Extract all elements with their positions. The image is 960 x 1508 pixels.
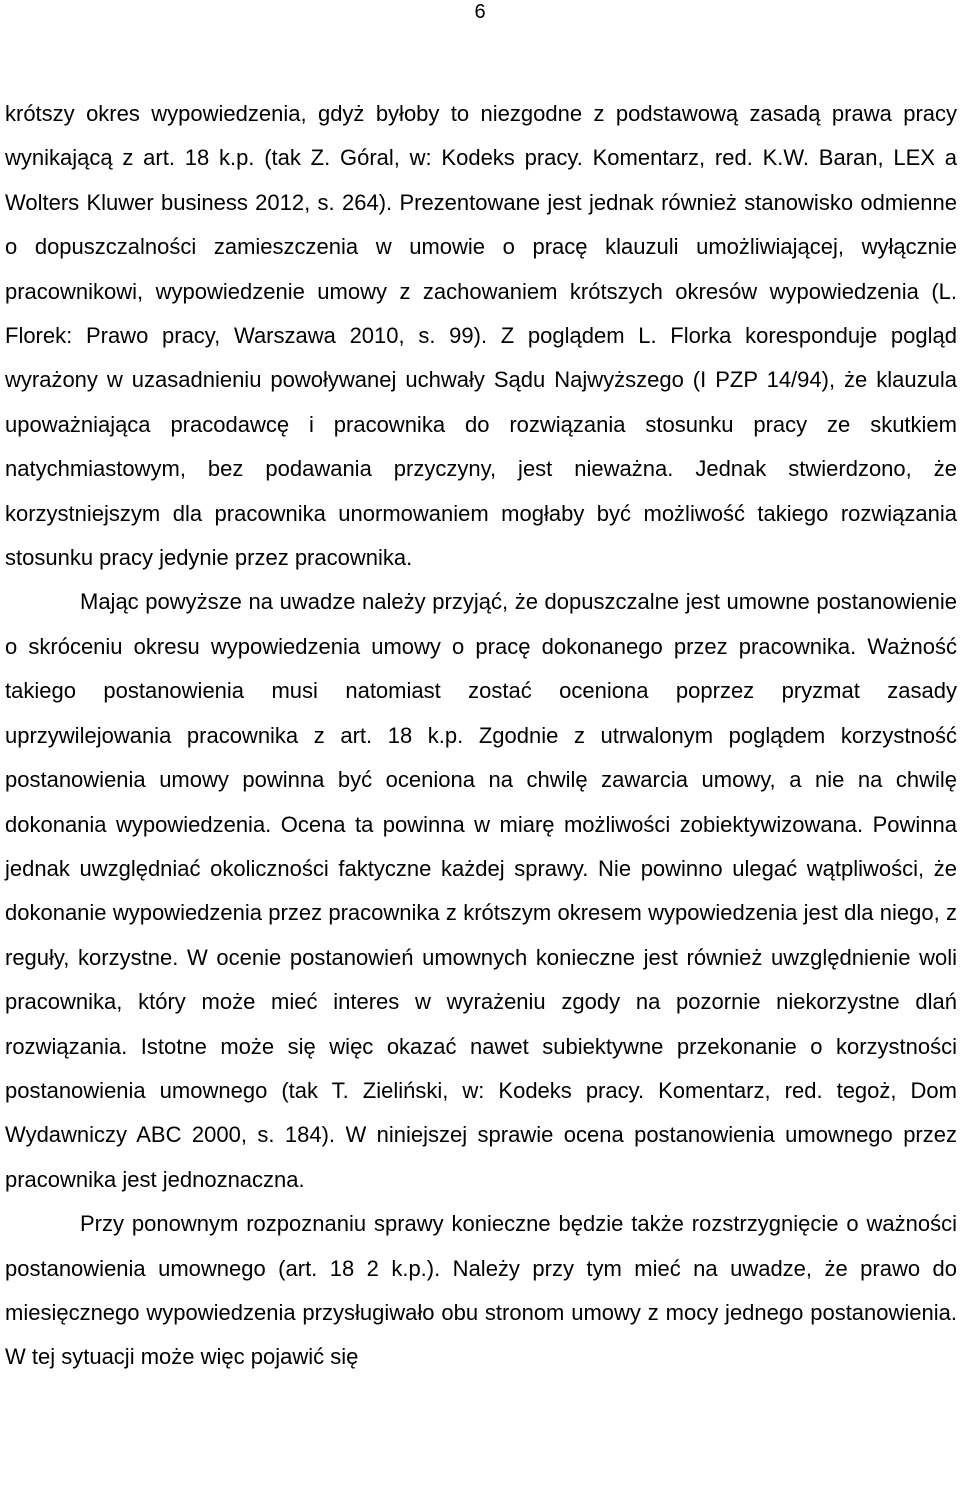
paragraph-reconsideration: Przy ponownym rozpoznaniu sprawy konieczne będzie także rozstrzygnięcie o ważności postanowienia umownego (art. 18 2 k.p.). Należy przy tym mieć na uwadze, że prawo do miesięcznego wypowiedzenia przysługiwało obu stronom umowy z mocy jednego postanowienia. W tej sytuacji może więc pojawić się xyxy=(5,1211,957,1370)
paragraph-assessment: Mając powyższe na uwadze należy przyjąć, że dopuszczalne jest umowne postanowienie o skróceniu okresu wypowiedzenia umowy o pracę dokonanego przez pracownika. Ważność takiego postanowienia musi natomiast zostać oceniona poprzez pryzmat zasady uprzywilejowania pracownika z art. 18 k.p. Zgodnie z utrwalonym poglądem korzystność postanowienia umowy powinna być oceniona na chwilę zawarcia umowy, a nie na chwilę dokonania wypowiedzenia. Ocena ta powinna w miarę możliwości zobiektywizowana. Powinna jednak uwzględniać okoliczności faktyczne każdej sprawy. Nie powinno ulegać wątpliwości, że dokonanie wypowiedzenia przez pracownika z krótszym okresem wypowiedzenia jest dla niego, z reguły, korzystne. W ocenie postanowień umownych konieczne jest również uwzględnienie woli pracownika, który może mieć interes w wyrażeniu zgody na pozornie niekorzystne dlań rozwiązania. Istotne może się więc okazać nawet subiektywne przekonanie o korzystności postanowienia umownego (tak T. Zieliński, w: Kodeks pracy. Komentarz, red. tegoż, Dom Wydawniczy ABC 2000, s. 184). W niniejszej sprawie ocena postanowienia umownego przez pracownika jest jednoznaczna. xyxy=(5,589,957,1192)
document-body xyxy=(5,92,957,1380)
paragraph-continuation: krótszy okres wypowiedzenia, gdyż byłoby to niezgodne z podstawową zasadą prawa pracy wynikającą z art. 18 k.p. (tak Z. Góral, w: Kodeks pracy. Komentarz, red. K.W. Baran, LEX a Wolters Kluwer business 2012, s. 264). Prezentowane jest jednak również stanowisko odmienne o dopuszczalności zamieszczenia w umowie o pracę klauzuli umożliwiającej, wyłącznie pracownikowi, wypowiedzenie umowy z zachowaniem krótszych okresów wypowiedzenia (L. Florek: Prawo pracy, Warszawa 2010, s. 99). Z poglądem L. Florka koresponduje pogląd wyrażony w uzasadnieniu powoływanej uchwały Sądu Najwyższego (I PZP 14/94), że klauzula upoważniająca pracodawcę i pracownika do rozwiązania stosunku pracy ze skutkiem natychmiastowym, bez podawania przyczyny, jest nieważna. Jednak stwierdzono, że korzystniejszym dla pracownika unormowaniem mogłaby być możliwość takiego rozwiązania stosunku pracy jedynie przez pracownika. xyxy=(5,101,957,571)
page-number: 6 xyxy=(474,1,486,23)
